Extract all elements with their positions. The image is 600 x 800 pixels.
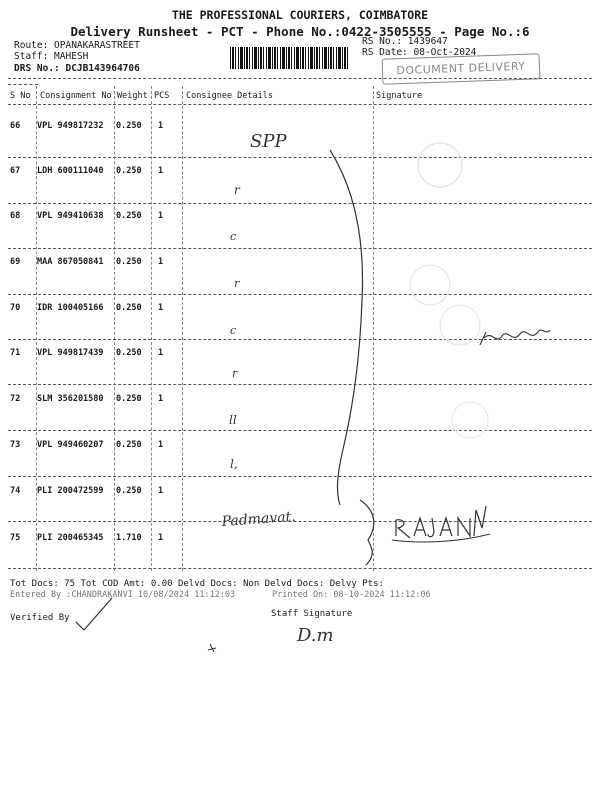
rs-number: RS No.: 1439647 bbox=[362, 36, 448, 47]
row-sno: 70 bbox=[10, 303, 21, 313]
row-pcs: 1 bbox=[158, 121, 164, 131]
row-sno: 72 bbox=[10, 394, 21, 404]
col-header-details: Consignee Details bbox=[186, 91, 273, 101]
faint-stamp-circle bbox=[440, 305, 480, 345]
row-pcs: 1 bbox=[158, 486, 164, 496]
row-weight: 0.250 bbox=[116, 303, 142, 313]
row-pcs: 1 bbox=[158, 440, 164, 450]
handwritten-staff-initials: D.m bbox=[297, 625, 334, 646]
row-sno: 75 bbox=[10, 533, 21, 543]
row-weight: 0.250 bbox=[116, 348, 142, 358]
row-weight: 0.250 bbox=[116, 121, 142, 131]
row-sno: 74 bbox=[10, 486, 21, 496]
row-consignment: PLI 200465345 bbox=[37, 533, 104, 543]
col-header-weight: Weight bbox=[117, 91, 148, 101]
row-consignment: LDH 600111040 bbox=[37, 166, 104, 176]
row-consignment: PLI 200472599 bbox=[37, 486, 104, 496]
handwritten-mark-71: r bbox=[232, 367, 238, 380]
handwritten-padmavati: Padmavat. bbox=[221, 508, 297, 530]
row-weight: 0.250 bbox=[116, 440, 142, 450]
row-weight: 0.250 bbox=[116, 166, 142, 176]
company-title: THE PROFESSIONAL COURIERS, COIMBATORE bbox=[171, 8, 429, 22]
col-header-pcs: PCS bbox=[154, 91, 170, 101]
staff-label: Staff: MAHESH bbox=[14, 51, 89, 62]
handwritten-mark-70: c bbox=[230, 324, 237, 337]
col-header-sno: S No bbox=[10, 91, 31, 101]
row-sno: 66 bbox=[10, 121, 21, 131]
document-delivery-stamp: DOCUMENT DELIVERY bbox=[382, 53, 541, 84]
staff-signature-label: Staff Signature bbox=[271, 609, 353, 619]
row-consignment: VPL 949817232 bbox=[37, 121, 104, 131]
route-label: Route: OPANAKARASTREET bbox=[14, 40, 140, 51]
row-sno: 68 bbox=[10, 211, 21, 221]
row-consignment: VPL 949817439 bbox=[37, 348, 104, 358]
totals-line: Tot Docs: 75 Tot COD Amt: 0.00 Delvd Docs: Non Delvd Docs: Delvy Pts: bbox=[10, 579, 384, 589]
row-sno: 71 bbox=[10, 348, 21, 358]
runsheet-title: Delivery Runsheet - PCT - Phone No.:0422-3505555 - Page No.:6 bbox=[70, 24, 530, 39]
bracket-mark bbox=[360, 500, 374, 565]
faint-stamp-circle bbox=[452, 402, 488, 438]
row-consignment: IDR 100405166 bbox=[37, 303, 104, 313]
row-pcs: 1 bbox=[158, 303, 164, 313]
rs-date: RS Date: 08-Oct-2024 bbox=[362, 47, 477, 58]
row-weight: 0.250 bbox=[116, 211, 142, 221]
row-weight: 0.250 bbox=[116, 257, 142, 267]
signature-kachora bbox=[480, 330, 550, 345]
drs-number: DRS No.: DCJB143964706 bbox=[14, 63, 140, 74]
row-sno: 67 bbox=[10, 166, 21, 176]
row-pcs: 1 bbox=[158, 166, 164, 176]
handwritten-mark-69: r bbox=[234, 277, 240, 290]
handwritten-mark-72: ll bbox=[229, 413, 237, 427]
printed-on: Printed On: 08-10-2024 11:12:06 bbox=[272, 590, 431, 600]
verified-check-mark bbox=[76, 598, 112, 630]
faint-stamp-circle bbox=[418, 143, 462, 187]
row-consignment: VPL 949460207 bbox=[37, 440, 104, 450]
row-pcs: 1 bbox=[158, 533, 164, 543]
col-header-signature: Signature bbox=[376, 91, 423, 101]
row-weight: 0.250 bbox=[116, 394, 142, 404]
faint-stamp-circle bbox=[410, 265, 450, 305]
row-pcs: 1 bbox=[158, 211, 164, 221]
row-weight: 1.710 bbox=[116, 533, 142, 543]
signature-rajan bbox=[396, 506, 486, 538]
row-consignment: SLM 356201580 bbox=[37, 394, 104, 404]
handwritten-mark-67: r bbox=[234, 183, 240, 197]
row-sno: 69 bbox=[10, 257, 21, 267]
row-pcs: 1 bbox=[158, 257, 164, 267]
row-consignment: MAA 867050841 bbox=[37, 257, 104, 267]
row-pcs: 1 bbox=[158, 394, 164, 404]
row-pcs: 1 bbox=[158, 348, 164, 358]
signature-curve-line bbox=[330, 150, 363, 505]
handwritten-mark-73: l, bbox=[230, 457, 238, 471]
handwritten-mark-68: c bbox=[230, 230, 237, 243]
col-header-consignment: Consignment No bbox=[40, 91, 112, 101]
entered-by: Entered By :CHANDRAKANVI 10/08/2024 11:12:03 bbox=[10, 590, 236, 600]
row-consignment: VPL 949410638 bbox=[37, 211, 104, 221]
row-sno: 73 bbox=[10, 440, 21, 450]
handwritten-spp: SPP bbox=[250, 131, 287, 152]
verified-by-label: Verified By bbox=[10, 613, 70, 623]
stray-mark bbox=[208, 644, 216, 652]
row-weight: 0.250 bbox=[116, 486, 142, 496]
